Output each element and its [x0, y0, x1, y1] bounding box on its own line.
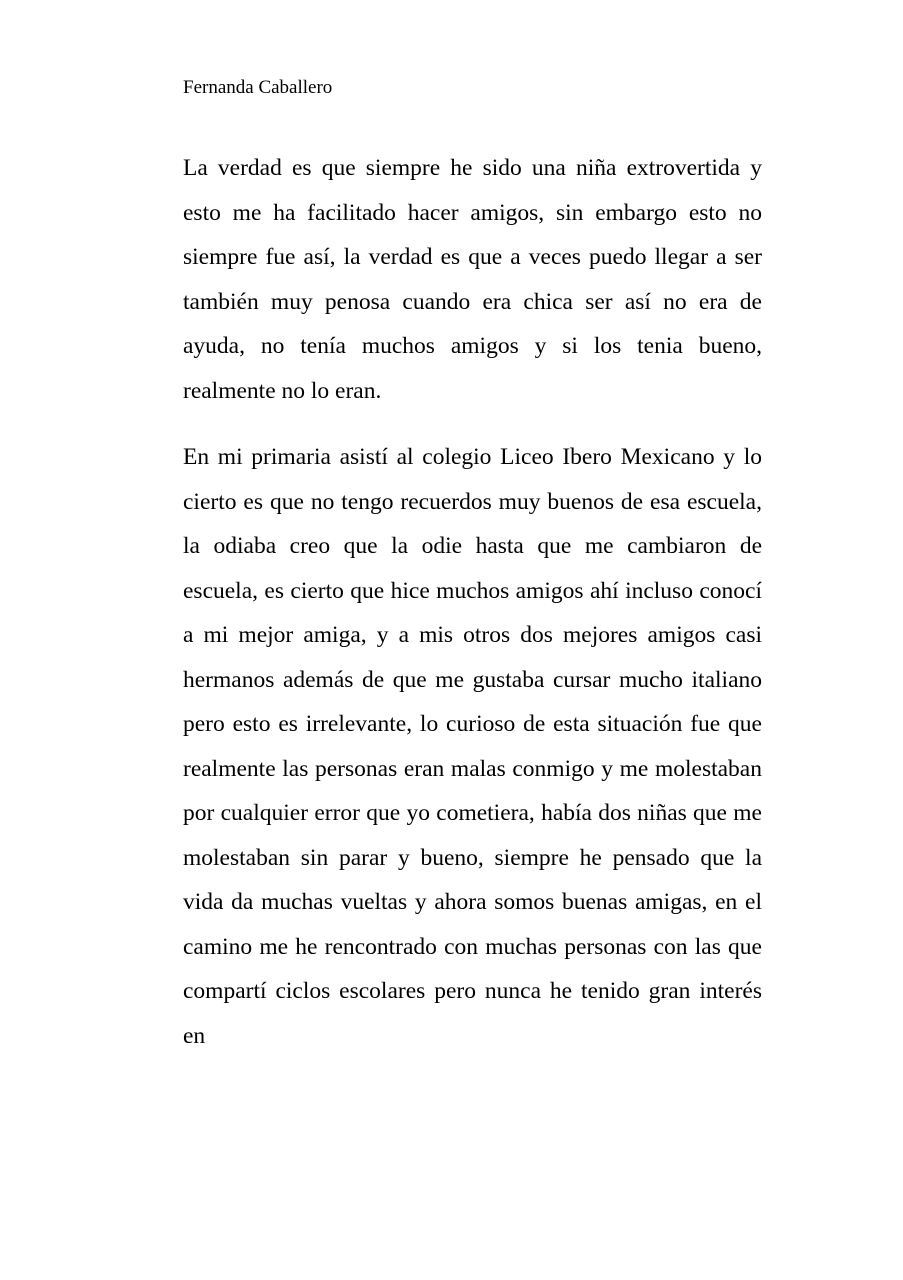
author-name: Fernanda Caballero	[183, 77, 333, 98]
paragraph-1: La verdad es que siempre he sido una niña extrovertida y esto me ha facilitado hacer amigos, sin embargo esto no siempre fue así, la verdad es que a veces puedo llegar a ser también muy penosa cuando era chica ser así no era de ayuda, no tenía muchos amigos y si los tenia bueno, realmente no lo eran.	[183, 155, 762, 404]
paragraph-spacer	[183, 413, 762, 435]
paragraph-2: En mi primaria asistí al colegio Liceo Ibero Mexicano y lo cierto es que no tengo recuerdos muy buenos de esa escuela, la odiaba creo que la odie hasta que me cambiaron de escuela, es cierto que hice muchos amigos ahí incluso conocí a mi mejor amiga, y a mis otros dos mejores amigos casi hermanos además de que me gustaba cursar mucho italiano pero esto es irrelevante, lo curioso de esta situación fue que realmente las personas eran malas conmigo y me molestaban por cualquier error que yo cometiera, había dos niñas que me molestaban sin parar y bueno, siempre he pensado que la vida da muchas vueltas y ahora somos buenas amigas, en el camino me he rencontrado con muchas personas con las que compartí ciclos escolares pero nunca he tenido gran interés en	[183, 444, 762, 1049]
body-text	[183, 146, 762, 1058]
